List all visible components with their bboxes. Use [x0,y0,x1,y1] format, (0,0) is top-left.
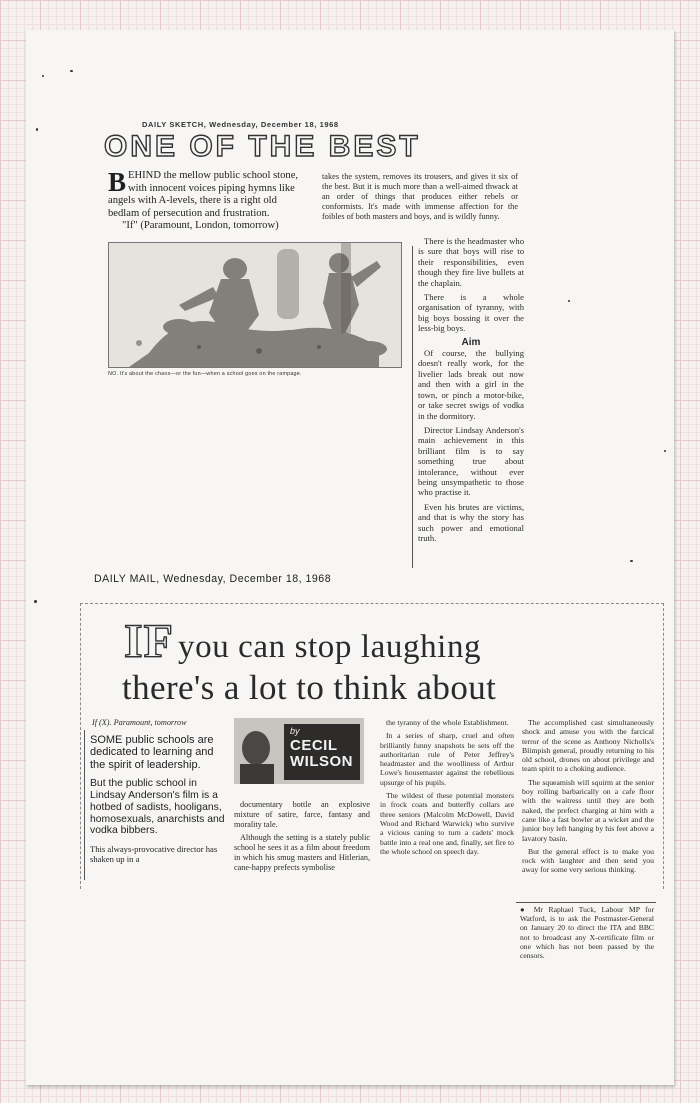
mail-lead-para: But the public school in Lindsay Anderson's film is a hotbed of sadists, hooligans, homosexuals, anarchists and vodka bibbers. [90,778,225,837]
sketch-date-line: DAILY SKETCH, Wednesday, December 18, 1968 [142,120,339,129]
mail-col4 [522,718,654,879]
mail-lead-para: SOME public schools are dedicated to learning and the spirit of leadership. [90,734,214,771]
mail-paragraph: The squeamish will squirm at the senior boy rolling barbarically on a cafe floor with the waitress until they are both naked, the prefect charging at him with a cane like a fast bowler at a wicket and the junior boy left hanging by his feet above a lavatory basin. [522,777,654,843]
mail-lead-para: This always-provocative director has shaken up in a [90,844,218,865]
mail-note-text: Mr Raphael Tuck, Labour MP for Watford, is to ask the Postmaster-General on January 20 to direct the ITA and BBC not to broadcast any X-certificate film or one which has not been passed by the censors. [520,905,654,961]
byline-portrait-box [234,718,364,784]
film-still-photo [108,242,402,368]
print-speck [568,300,570,302]
sketch-paragraph: There is a whole organisation of tyranny, with big boys bossing it over the less-big boys. [418,292,524,334]
sketch-lead [108,167,308,233]
byline-name: CECIL WILSON [290,737,353,770]
sketch-film-credit: "If" (Paramount, London, tomorrow) [122,220,279,232]
sketch-paragraph: There is the headmaster who is sure that boys will rise to their responsibilities, even though they fire live bullets at the chaplain. [418,236,524,288]
print-speck [630,560,633,562]
drop-cap: B [108,167,127,197]
sketch-headline: ONE OF THE BEST [104,130,421,163]
byline-by: by [290,726,300,736]
mail-paragraph: The accomplished cast simultaneously shock and amuse you with the farcical terror of the scene as Anthony Nicholls's Blimpish general, proudly returning to his old school, drones on about privilege and team spirit to a choking audience. [522,718,654,774]
note-rule [516,902,656,903]
sketch-paragraph: Director Lindsay Anderson's main achievement in this brilliant film is to say something true about intolerance, without ever being unsympathetic to those who practise it. [418,424,524,498]
mail-date-line: DAILY MAIL, Wednesday, December 18, 1968 [94,573,332,585]
mail-paragraph: In a series of sharp, cruel and often brilliantly funny snapshots he sets off the authoritarian rule of Peter Jeffrey's headmaster and the woolliness of Arthur Lowe's housemaster against the rebellious upsurge of his pupils. [380,731,514,787]
headline-if: IF [124,615,174,668]
column-rule [84,730,85,880]
mail-col1 [90,734,226,864]
print-speck [664,450,666,452]
mail-headline-line1 [124,614,481,669]
mail-paragraph: documentary bottle an explosive mixture of satire, farce, fantasy and morality tale. [234,800,370,829]
mail-col3 [380,718,514,860]
mail-paragraph: Although the setting is a stately public school he sees it as a film about freedom in which his smug masters and Hitlerian, cane-happy prefects symbolise [234,833,370,872]
column-rule [412,246,413,568]
print-speck [34,600,37,603]
headline-part1: you can stop laughing [178,629,482,665]
film-still-illustration [109,243,401,367]
mail-headline-line2: there's a lot to think about [122,668,497,707]
sketch-lead-text: EHIND the mellow public school stone, with innocent voices piping hymns like angels with A-levels, there is a right old bedlam of persecution and frustration. [108,170,299,219]
sketch-paragraph: Even his brutes are victims, and that is why the story has such power and emotional truth. [418,501,524,543]
mail-paragraph: the tyranny of the whole Establishment. [386,718,509,727]
sketch-paragraph: Of course, the bullying doesn't really work, for the livelier lads break out now and then with a girl in the town, or pinch a motor-bike, or take secret swigs of vodka in the dormitory. [418,348,524,421]
print-speck [70,70,73,72]
mail-note [520,905,654,960]
print-speck [36,128,38,131]
bullet-icon: ● [520,905,534,914]
photo-caption: NO. It's about the chaos—or the fun—when a school goes on the rampage. [108,371,302,377]
mail-paragraph: But the general effect is to make you rock with laughter and then send you away for some very serious thinking. [522,846,654,875]
mail-paragraph: The wildest of these potential monsters in frock coats and butterfly collars are three seniors (Malcolm McDowell, David Wood and Richard Warwick) who survive a vicious caning to turn a cadets' mock battle into a real one and, finally, set fire to the whole school on speech day. [380,791,514,856]
sketch-subhead: Aim [461,336,481,348]
sketch-col2: takes the system, removes its trousers, and gives it six of the best. But it is much more than a well-aimed thwack at an order of things that produces either rebels or conformists. It's made with immense affection for the foibles of both masters and boys, and is wildly funny. [322,172,518,221]
mail-film-credit: If (X). Paramount, tomorrow [92,718,187,727]
print-speck [42,75,44,77]
sketch-col3 [418,236,524,547]
mail-col2 [234,800,370,877]
